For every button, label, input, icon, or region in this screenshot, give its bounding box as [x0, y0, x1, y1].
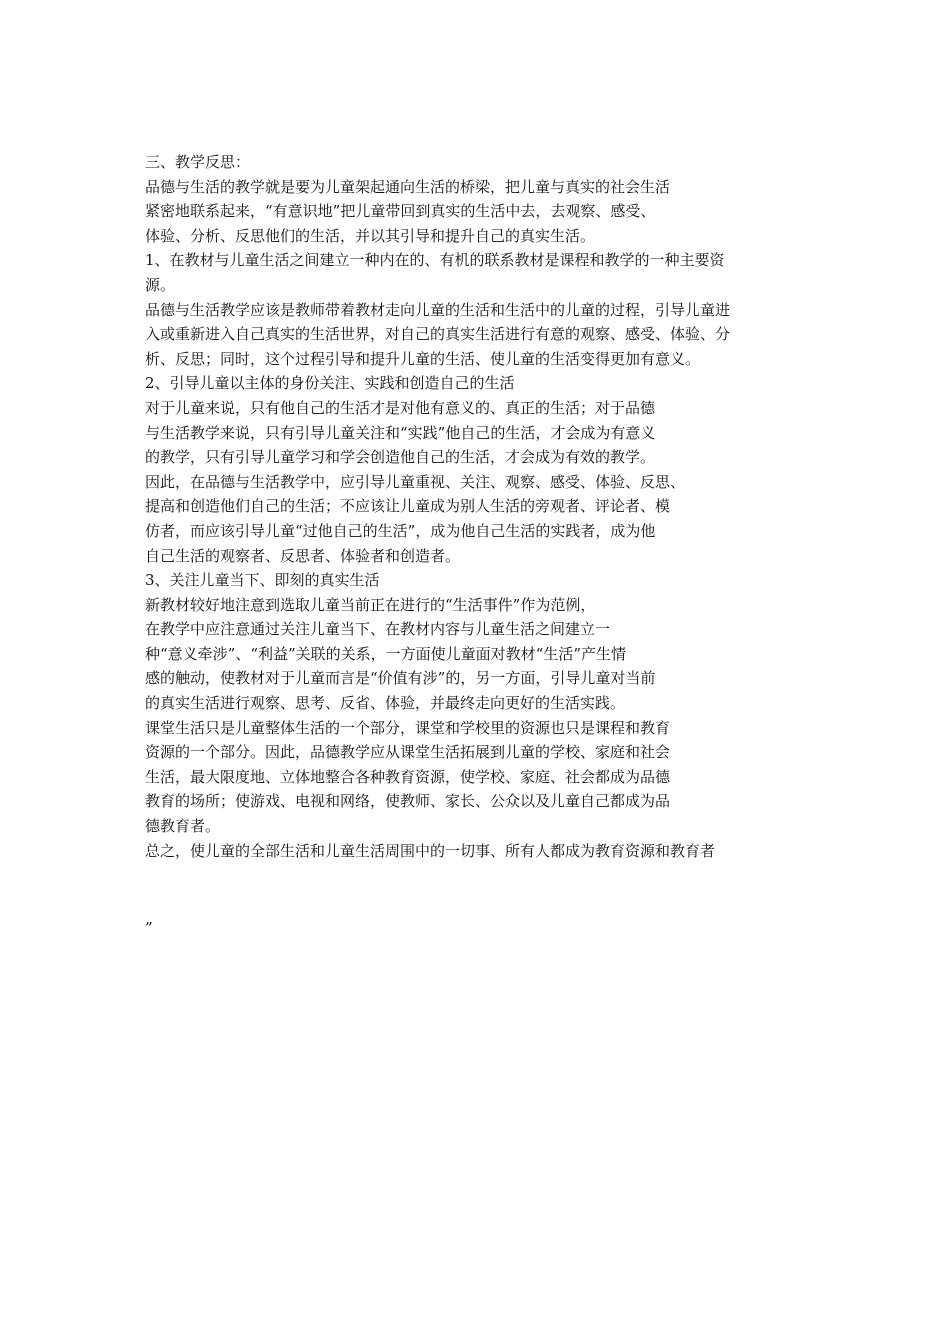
document-body — [145, 150, 825, 863]
text-line: 提高和创造他们自己的生活；不应该让儿童成为别人生活的旁观者、评论者、模 — [145, 497, 671, 516]
text-line: 自己生活的观察者、反思者、体验者和创造者。 — [145, 546, 461, 565]
text-line: 1、在教材与儿童生活之间建立一种内在的、有机的联系教材是课程和教学的一种主要资 — [145, 251, 725, 270]
text-line: 生活，最大限度地、立体地整合各种教育资源，使学校、家庭、社会都成为品德 — [145, 767, 671, 786]
text-line: 3、关注儿童当下、即刻的真实生活 — [145, 571, 380, 590]
closing-quote-mark: ” — [145, 919, 153, 937]
text-line: 在教学中应注意通过关注儿童当下、在教材内容与儿童生活之间建立一 — [145, 620, 611, 639]
text-line: 品德与生活教学应该是教师带着教材走向儿童的生活和生活中的儿童的过程，引导儿童进 — [145, 300, 731, 319]
text-line: 课堂生活只是儿童整体生活的一个部分，课堂和学校里的资源也只是课程和教育 — [145, 718, 671, 737]
text-line: 教育的场所；使游戏、电视和网络，使教师、家长、公众以及儿童自己都成为品 — [145, 792, 671, 811]
text-line: 体验、分析、反思他们的生活，并以其引导和提升自己的真实生活。 — [145, 226, 596, 245]
text-line: 总之，使儿童的全部生活和儿童生活周围中的一切事、所有人都成为教育资源和教育者 — [145, 841, 716, 860]
text-line: 析、反思；同时，这个过程引导和提升儿童的生活、使儿童的生活变得更加有意义。 — [145, 349, 701, 368]
text-line: 种“意义牵涉”、“利益”关联的关系，一方面使儿童面对教材“生活”产生情 — [145, 644, 627, 663]
text-line: 源。 — [145, 275, 176, 294]
text-line: 仿者，而应该引导儿童“过他自己的生活”，成为他自己生活的实践者，成为他 — [145, 521, 656, 540]
text-line: 的教学，只有引导儿童学习和学会创造他自己的生活，才会成为有效的教学。 — [145, 448, 656, 467]
text-line: 新教材较好地注意到选取儿童当前正在进行的“生活事件”作为范例， — [145, 595, 596, 614]
text-line: 对于儿童来说，只有他自己的生活才是对他有意义的、真正的生活；对于品德 — [145, 398, 656, 417]
text-line: 紧密地联系起来，“有意识地”把儿童带回到真实的生活中去，去观察、感受、 — [145, 202, 656, 221]
text-line: 因此，在品德与生活教学中，应引导儿童重视、关注、观察、感受、体验、反思、 — [145, 472, 686, 491]
text-line: 的真实生活进行观察、思考、反省、体验，并最终走向更好的生活实践。 — [145, 694, 626, 713]
text-line: 与生活教学来说，只有引导儿童关注和“实践”他自己的生活，才会成为有意义 — [145, 423, 656, 442]
text-line: 2、引导儿童以主体的身份关注、实践和创造自己的生活 — [145, 374, 515, 393]
text-line: 感的触动，使教材对于儿童而言是“价值有涉”的，另一方面，引导儿童对当前 — [145, 669, 656, 688]
text-line: 品德与生活的教学就是要为儿童架起通向生活的桥梁，把儿童与真实的社会生活 — [145, 177, 671, 196]
text-line: 三、教学反思： — [145, 153, 251, 171]
text-line: 入或重新进入自己真实的生活世界，对自己的真实生活进行有意的观察、感受、体验、分 — [145, 325, 731, 344]
text-line: 资源的一个部分。因此，品德教学应从课堂生活拓展到儿童的学校、家庭和社会 — [145, 743, 671, 762]
text-line: 德教育者。 — [145, 817, 221, 836]
